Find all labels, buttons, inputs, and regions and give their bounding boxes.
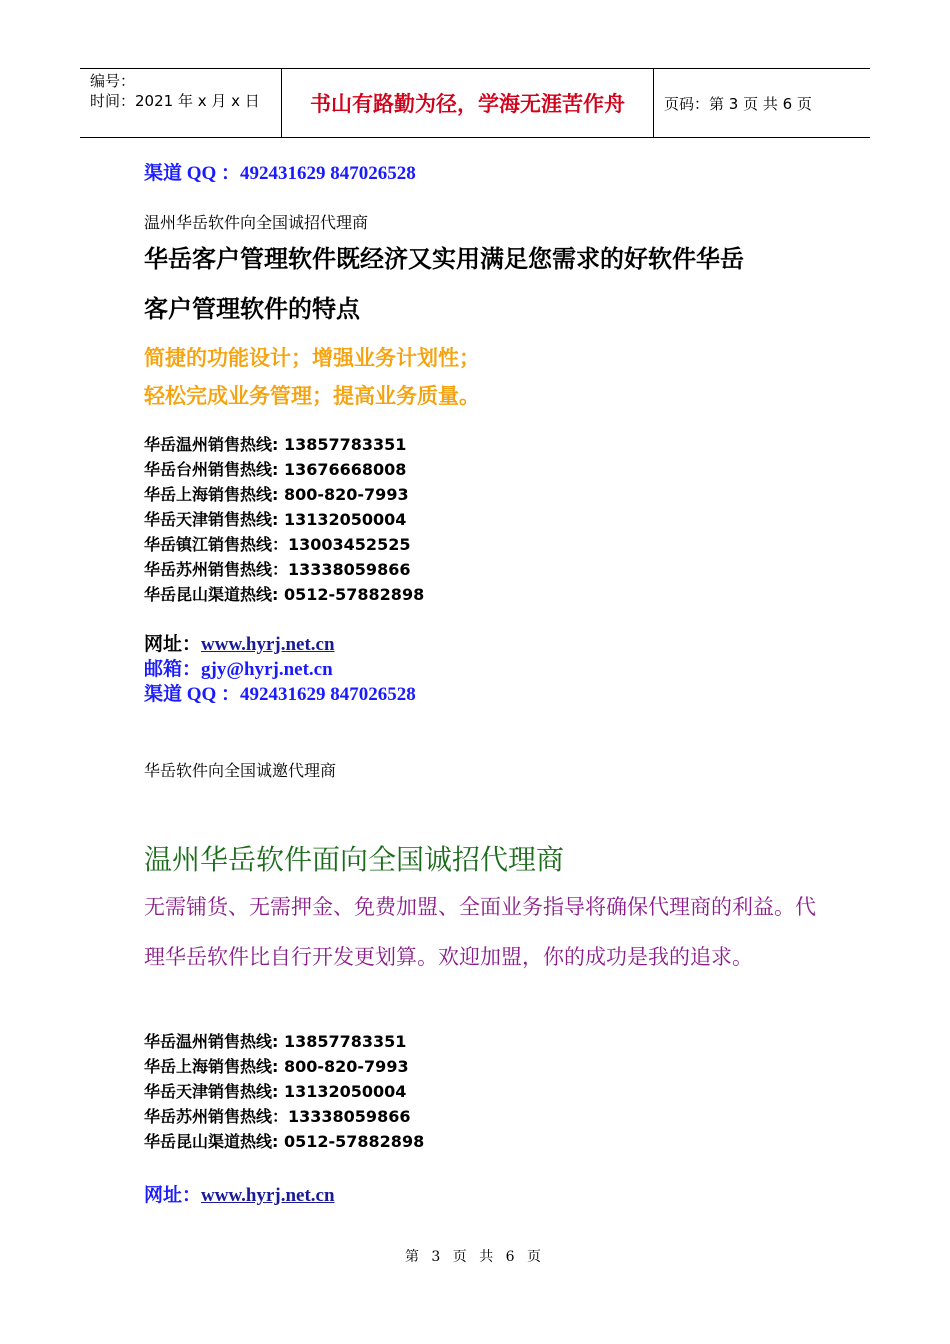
hotline-item: 华岳天津销售热线: 13132050004 <box>144 1082 407 1101</box>
document-time-label: 时间：2021 年 x 月 x 日 <box>90 92 260 110</box>
contact-block <box>144 632 416 707</box>
headline-line-2: 客户管理软件的特点 <box>144 294 360 323</box>
website-label: 网址： <box>144 634 202 655</box>
email-row <box>144 657 416 682</box>
hotline-item: 华岳上海销售热线: 800-820-7993 <box>144 1057 409 1076</box>
bottom-website-row <box>144 1180 335 1207</box>
hotline-item: 华岳温州销售热线: 13857783351 <box>144 1032 407 1051</box>
hotline-item: 华岳温州销售热线: 13857783351 <box>144 435 407 454</box>
hotline-list-1 <box>144 432 424 607</box>
invite-line: 华岳软件向全国诚邀代理商 <box>144 761 337 780</box>
hotline-item: 华岳上海销售热线: 800-820-7993 <box>144 485 409 504</box>
headline-line-1: 华岳客户管理软件既经济又实用满足您需求的好软件华岳 <box>144 244 744 273</box>
intro-line: 温州华岳软件向全国诚招代理商 <box>144 213 369 232</box>
hotline-item: 华岳镇江销售热线：13003452525 <box>144 535 411 554</box>
section-body: 无需铺货、无需押金、免费加盟、全面业务指导将确保代理商的利益。代理华岳软件比自行开发更划算。欢迎加盟，你的成功是我的追求。 <box>144 895 816 969</box>
feature-line-1: 简捷的功能设计；增强业务计划性； <box>144 345 480 370</box>
email-label: 邮箱： <box>144 659 202 680</box>
channel-qq-top: 渠道 QQ ：492431629 847026528 <box>144 163 416 184</box>
email-address: gjy@hyrj.net.cn <box>201 659 333 680</box>
bottom-website-label: 网址： <box>144 1185 202 1206</box>
header-motto-cell <box>282 69 654 137</box>
hotline-item: 华岳昆山渠道热线: 0512-57882898 <box>144 1132 425 1151</box>
website-row <box>144 632 416 657</box>
hotline-item: 华岳昆山渠道热线: 0512-57882898 <box>144 585 425 604</box>
hotline-item: 华岳台州销售热线: 13676668008 <box>144 460 407 479</box>
hotline-list-2 <box>144 1029 424 1154</box>
bottom-website-link[interactable]: www.hyrj.net.cn <box>201 1185 335 1206</box>
channel-qq: 渠道 QQ ：492431629 847026528 <box>144 684 416 705</box>
hotline-item: 华岳天津销售热线: 13132050004 <box>144 510 407 529</box>
hotline-item: 华岳苏州销售热线：13338059866 <box>144 560 411 579</box>
header-page-info: 页码：第 3 页 共 6 页 <box>664 94 812 113</box>
hotline-item: 华岳苏州销售热线：13338059866 <box>144 1107 411 1126</box>
document-number-label: 编号： <box>90 72 136 90</box>
header-page-info-cell <box>654 69 870 137</box>
header-motto: 书山有路勤为径，学海无涯苦作舟 <box>310 91 625 116</box>
feature-line-2: 轻松完成业务管理；提高业务质量。 <box>144 383 480 408</box>
website-link[interactable]: www.hyrj.net.cn <box>201 634 335 655</box>
section-title: 温州华岳软件面向全国诚招代理商 <box>144 843 565 876</box>
header-left-cell <box>80 69 282 137</box>
page-header <box>80 68 870 138</box>
page-footer: 第 3 页 共 6 页 <box>404 1249 546 1265</box>
